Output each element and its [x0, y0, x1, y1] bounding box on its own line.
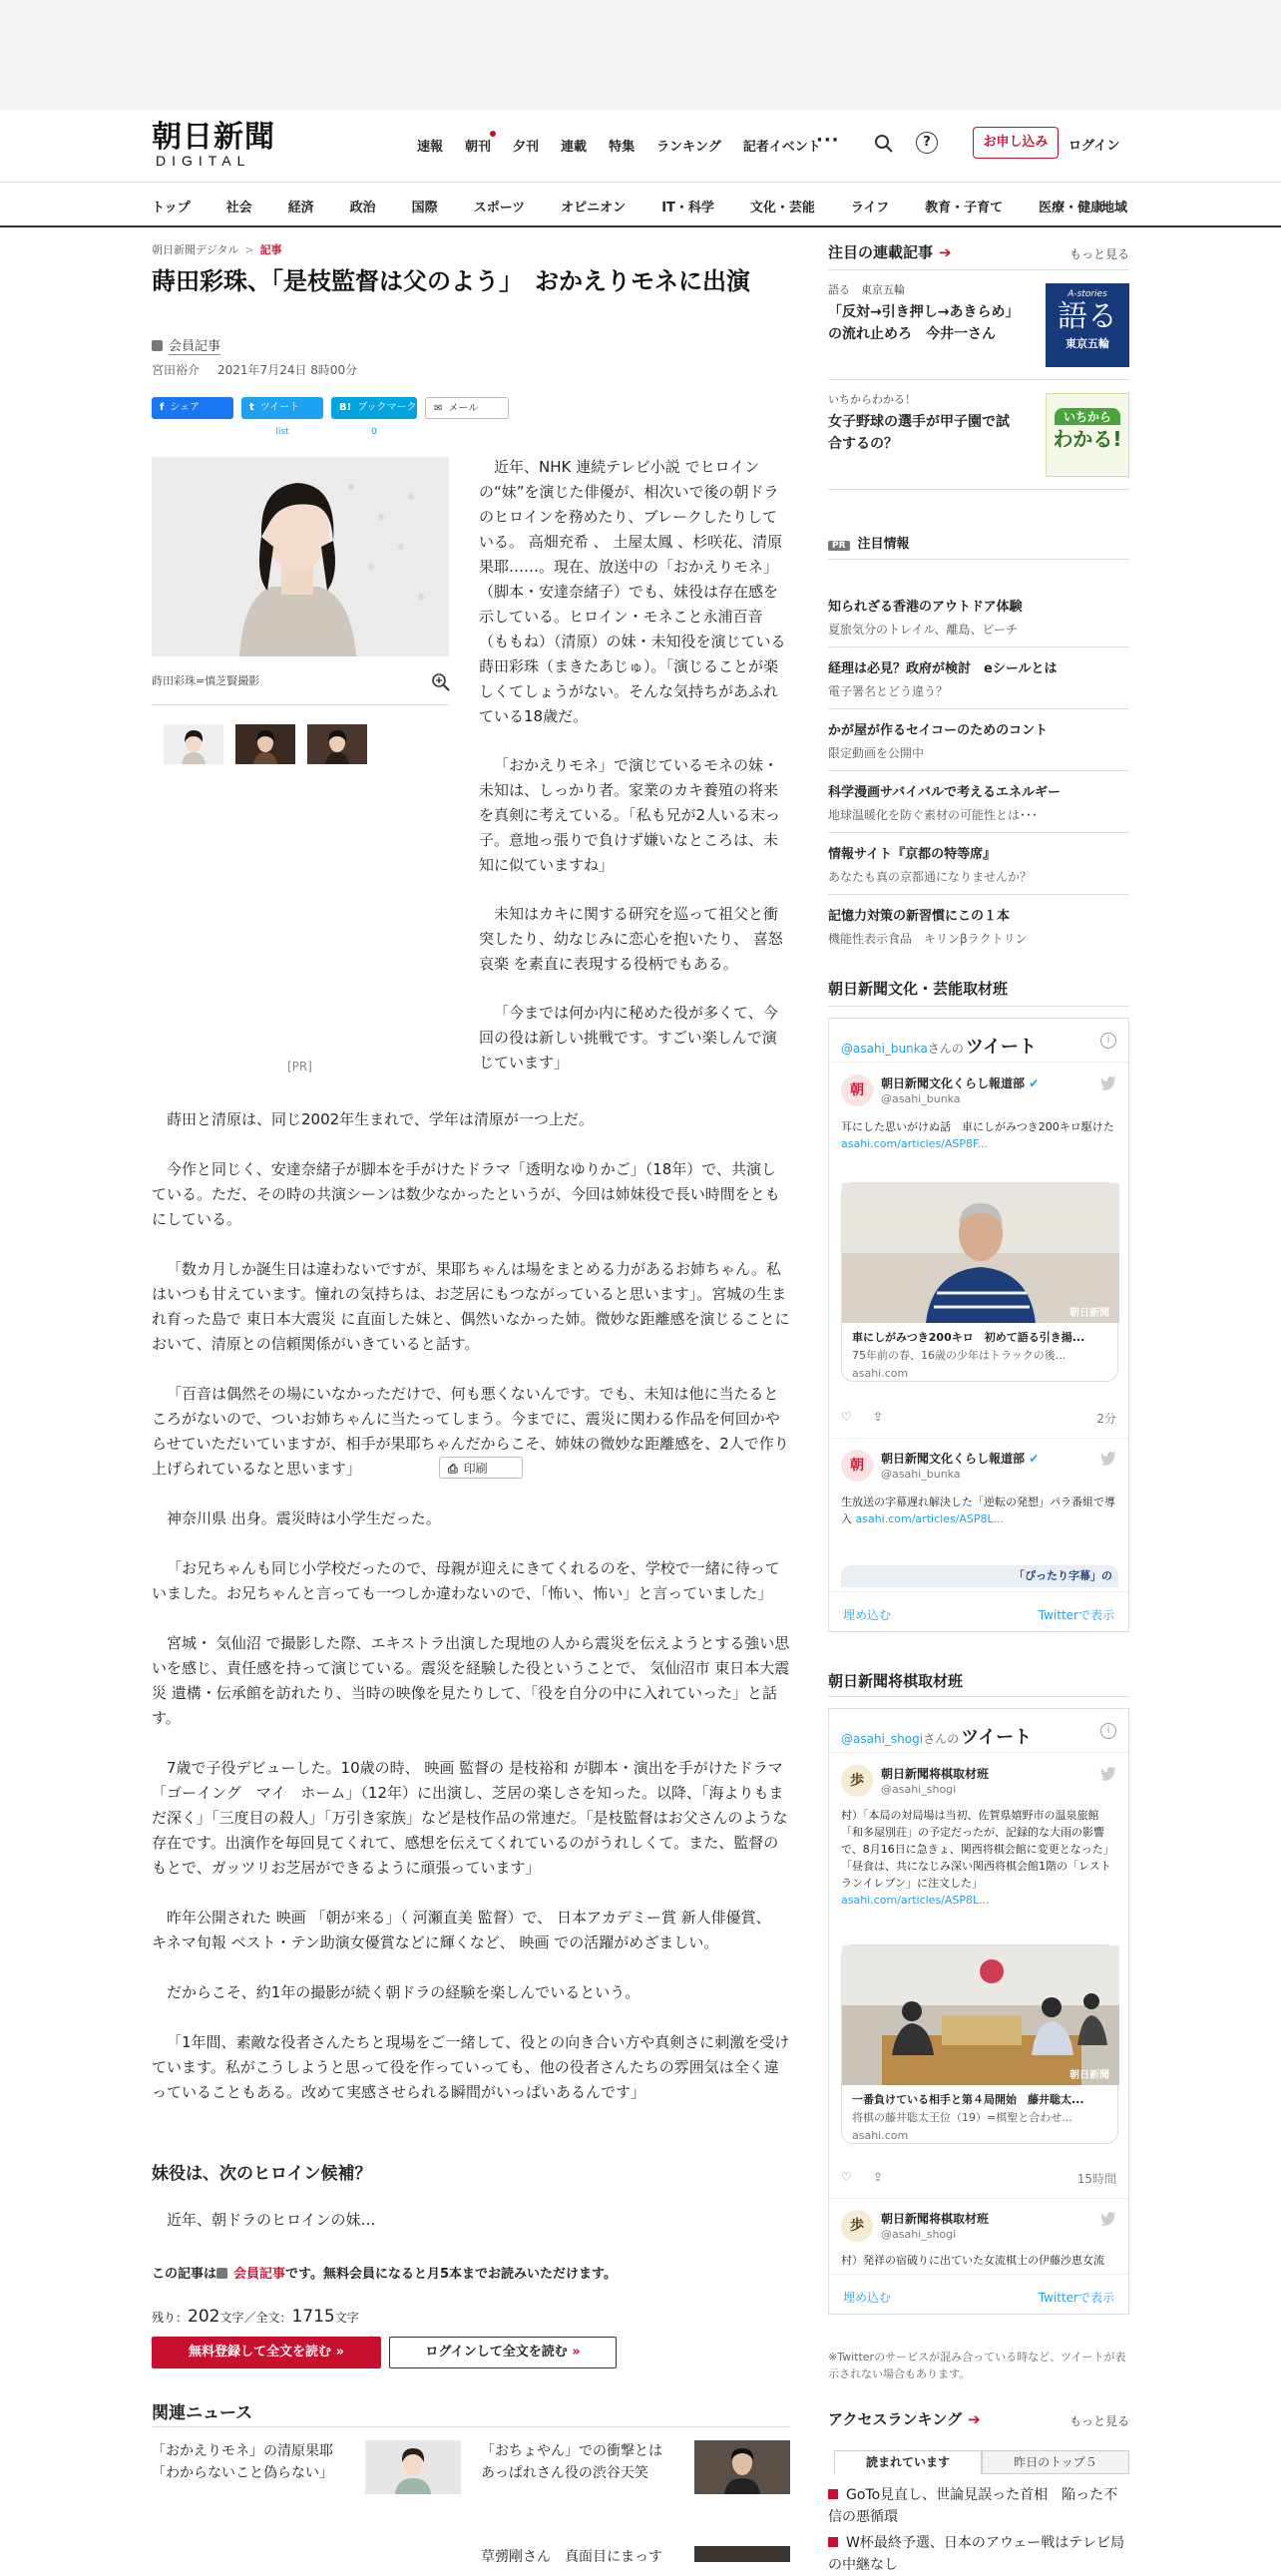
- count-post: 文字: [334, 2311, 359, 2325]
- timeline-footer: [829, 2274, 1128, 2314]
- divider: [828, 770, 1129, 771]
- print-icon: ⎙: [448, 1462, 458, 1476]
- login-read-label: ログインして全文を読む: [425, 2345, 568, 2360]
- twitter-bird-icon[interactable]: [1100, 1452, 1116, 1466]
- tweet-card[interactable]: [841, 1944, 1118, 2144]
- pr-item-title: 記憶力対策の新習慣にこの１本: [828, 909, 1011, 924]
- login-link[interactable]: ログイン: [1068, 139, 1120, 154]
- tab-most-read[interactable]: 読まれています: [834, 2450, 982, 2474]
- card-source: asahi.com: [852, 1367, 909, 1380]
- serial-item[interactable]: [828, 281, 1018, 345]
- twitter-bird-icon[interactable]: [1100, 1767, 1116, 1781]
- related-thumb[interactable]: [694, 2546, 790, 2562]
- cat-politics[interactable]: 政治: [349, 201, 376, 215]
- twitter-share-label: ツイート: [259, 402, 300, 413]
- login-read-button[interactable]: [389, 2337, 617, 2368]
- count-remaining: 202: [188, 2307, 220, 2327]
- divider: [828, 832, 1129, 833]
- avatar[interactable]: 朝: [841, 1074, 873, 1106]
- card-desc: 75年前の春、16歳の少年はトラックの後...: [852, 1349, 1067, 1362]
- card-logo: 朝日新聞: [1069, 2070, 1109, 2081]
- divider: [828, 646, 1129, 647]
- cat-health[interactable]: 医療・健康: [1039, 201, 1104, 215]
- divider: [828, 379, 1129, 380]
- cat-culture[interactable]: 文化・芸能: [749, 201, 815, 215]
- divider: [829, 2198, 1128, 2199]
- timeline-tweet-label: ツイート: [961, 1727, 1033, 1748]
- divider: [828, 269, 1129, 270]
- article-paragraph: 今作と同じく、安達奈緒子が脚本を手がけたドラマ「透明なゆりかご」（18年）で、共演している。ただ、その時の共演シーンは数少なかったというが、今回は姉妹役で長い時間をともにしている。: [152, 1160, 780, 1228]
- tab-yesterday-top5[interactable]: 昨日のトップ５: [982, 2450, 1129, 2474]
- logo-main-text: 朝日新聞: [152, 120, 275, 155]
- print-label: 印刷: [463, 1462, 488, 1476]
- hatena-label: ブックマーク: [357, 402, 417, 413]
- register-read-button[interactable]: [152, 2337, 381, 2368]
- serial-title[interactable]: [828, 243, 952, 261]
- account-name[interactable]: [881, 1074, 1039, 1091]
- cat-life[interactable]: ライフ: [850, 201, 890, 215]
- search-icon[interactable]: [874, 134, 894, 154]
- notice-post: です。無料会員になると月5本までお読みいただけます。: [285, 2267, 617, 2282]
- article-title: 蒔田彩珠、「是枝監督は父のよう」 おかえりモネに出演: [152, 267, 750, 295]
- timeline-san: さんの: [927, 1042, 964, 1056]
- nav-rensai[interactable]: 連載: [561, 140, 588, 155]
- help-icon[interactable]: ?: [916, 132, 938, 154]
- account-name[interactable]: [881, 1450, 1039, 1467]
- avatar[interactable]: 歩: [841, 1765, 873, 1797]
- notice-member-link[interactable]: 会員記事: [233, 2267, 286, 2282]
- article-paragraph: 近年、NHK 連続テレビ小説 でヒロインの“妹”を演じた俳優が、相次いで後の朝ドラのヒロインを務めたり、ブレークしたりしている。 高畑充希 、 土屋太鳳 、杉咲花、清原果耶……。現在、放送中の「おかえりモネ」（脚本・安達奈緒子）でも、妹役は存在感を示している。ヒロイン・モネこと永浦百音（ももね）（清原）の妹・未知役を演じている蒔田彩珠（まきたあじゅ）。「演じることが楽しくてしょうがない。そんな気持ちがあふれている18歳だ。: [479, 458, 786, 725]
- pr-item-title: 知られざる香港のアウトドア体験: [828, 600, 1023, 615]
- char-count: [152, 2307, 359, 2327]
- twitter-count[interactable]: list: [275, 427, 289, 437]
- site-logo[interactable]: [152, 122, 281, 170]
- pr-item-title: 科学漫画サバイバルで考えるエネルギー: [828, 785, 1061, 800]
- tweet-link[interactable]: asahi.com/articles/ASP8L...: [855, 1512, 1005, 1525]
- cat-it-science[interactable]: IT・科学: [661, 201, 714, 215]
- article-paragraph: 7歳で子役デビューした。10歳の時、 映画 監督の 是枝裕和 が脚本・演出を手がけたドラマ「ゴーイング マイ ホーム」（12年）に出演し、芝居の楽しさを知った。以降、「海よりもまだ深く」「三度目の殺人」「万引き家族」など是枝作品の常連だ。「是枝監督はお父さんのような存在です。出演作を毎回見てくれて、感想を伝えてくれているのがうれしくて。また、監督のもとで、ガッツリお芝居ができるように頑張っています」: [152, 1759, 788, 1877]
- divider: [828, 1006, 1129, 1007]
- ranking-tabs: [828, 2450, 1129, 2474]
- breadcrumb-sep: >: [244, 243, 254, 256]
- count-mid: 文字／全文：: [219, 2311, 292, 2325]
- nav-sokuho[interactable]: 速報: [417, 140, 444, 155]
- card-source: asahi.com: [852, 2129, 909, 2142]
- article-paragraph: 宮城・ 気仙沼 で撮影した際、エキストラ出演した現地の人から震災を伝えようとする強い思いを感じ、責任感を持って演じている。震災を経験した役ということで、 気仙沼市 東日本大震災 遺構・伝承館を訪れたり、当時の映像を見たりして、「役を自分の中に入れていった」と話す。: [152, 1634, 790, 1727]
- related-item[interactable]: 「おちょやん」での衝撃とは あっぱれさん役の渋谷天笑: [481, 2443, 676, 2481]
- related-thumb[interactable]: [694, 2440, 790, 2494]
- tweet-text: [841, 1118, 1118, 1152]
- share-icon[interactable]: ⇪: [873, 1410, 884, 1424]
- nav-choukan-label: 朝刊: [465, 140, 492, 155]
- rank-marker-icon: [828, 2537, 838, 2547]
- pr-item[interactable]: [828, 782, 1129, 823]
- avatar[interactable]: 歩: [841, 2210, 873, 2242]
- tweet-time[interactable]: 2分: [1096, 1412, 1116, 1426]
- account-name-text: 朝日新聞文化くらし報道部: [881, 1452, 1026, 1466]
- lock-icon: [152, 340, 163, 351]
- tweet-text: 村）発祥の宿破りに出ていた女流棋士の伊藤沙恵女流: [841, 2254, 1104, 2267]
- cat-international[interactable]: 国際: [411, 201, 438, 215]
- related-divider: [152, 2426, 790, 2427]
- cat-society[interactable]: 社会: [225, 201, 252, 215]
- top-ad-band: [0, 0, 1281, 110]
- like-icon[interactable]: ♡: [841, 1410, 852, 1424]
- account-handle[interactable]: @asahi_shogi: [881, 2228, 957, 2241]
- site-header: [0, 110, 1281, 182]
- thumb-sub: わかる!: [1053, 427, 1122, 451]
- hatena-bookmark-button[interactable]: [331, 397, 417, 437]
- header-nav: [417, 136, 843, 155]
- thumb-sub: 東京五輪: [1066, 337, 1109, 350]
- tweet-body: 村）「本局の対局場は当初、佐賀県嬉野市の温泉旅館「和多屋別荘」の予定だったが、記録的な大雨の影響で、8月16日に急きょ、関西将棋会館に変更となった」「昼食は、共になじみ深い関西将棋会館1階の「レストランイレブン」に注文した」: [841, 1809, 1114, 1890]
- photo-caption: 蒔田彩珠=慎芝賢撮影: [152, 674, 260, 687]
- pr-item[interactable]: [828, 906, 1129, 947]
- verified-icon: ✔: [1029, 1076, 1040, 1090]
- related-item[interactable]: 「おかえりモネ」の清原果耶「わからないこと偽らない」: [152, 2443, 333, 2481]
- view-on-twitter-link[interactable]: Twitterで表示: [1038, 1608, 1114, 1622]
- facebook-share-button[interactable]: [152, 397, 233, 419]
- ranking-item-text: W杯最終予選、日本のアウェー戦はテレビ局の中継なし: [828, 2535, 1125, 2573]
- hatena-icon: B!: [339, 402, 352, 413]
- cat-sports[interactable]: スポーツ: [473, 201, 526, 215]
- tweet-card-image: [842, 1945, 1117, 2085]
- tweet-link[interactable]: asahi.com/articles/ASP8L...: [841, 1894, 990, 1907]
- nav-yukan[interactable]: 夕刊: [513, 140, 540, 155]
- timeline-header: [829, 1019, 1128, 1063]
- card-desc: 将棋の藤井聡太王位（19）=棋聖と合わせ...: [852, 2111, 1072, 2124]
- article-paragraph: 「1年間、素敵な役者さんたちと現場をご一緒して、役との向き合い方や真剣さに刺激を受けています。私がこうしようと思って役を作っていっても、他の役者さんたちの雰囲気は全く違っていることもある。改めて実感させられる瞬間がいっぱいあるんです」: [152, 2033, 790, 2101]
- pr-item-sub: 電子署名とどう違う？: [828, 684, 949, 698]
- nav-choukan[interactable]: [465, 136, 491, 155]
- verified-icon: ✔: [1029, 1452, 1040, 1466]
- mail-share-button[interactable]: [425, 397, 509, 419]
- register-label: 無料登録して全文を読む: [189, 2345, 332, 2360]
- subscribe-button[interactable]: お申し込み: [973, 127, 1059, 159]
- section-heading: 妹役は、次のヒロイン候補？: [152, 2164, 372, 2184]
- divider: [828, 708, 1129, 709]
- nav-events[interactable]: 記者イベント: [742, 140, 821, 155]
- ranking-title-text: アクセスランキング: [828, 2410, 963, 2428]
- pr-item-title: 経理は必見？政府が検討 eシールとは: [828, 661, 1058, 676]
- embed-link[interactable]: 埋め込む: [843, 2291, 892, 2305]
- account-handle[interactable]: @asahi_bunka: [881, 1468, 961, 1481]
- facebook-icon: f: [160, 402, 165, 413]
- ranking-item-text: GoTo見直し、世論見誤った首相 陥った不信の悪循環: [828, 2487, 1118, 2525]
- member-label[interactable]: 会員記事: [169, 339, 221, 354]
- article-paragraph: 「お兄ちゃんも同じ小学校だったので、母親が迎えにきてくれるのを、学校で一緒に待っていました。お兄ちゃんと言っても一つしか違わないので、「怖い、怖い」と言っていました」: [152, 1559, 780, 1602]
- nav-tokushu[interactable]: 特集: [609, 140, 636, 155]
- lock-icon: [216, 2268, 227, 2279]
- serial-title-text: 注目の連載記事: [828, 243, 934, 261]
- pr-item-sub: 地球温暖化を防ぐ素材の可能性とは･･･: [828, 808, 1039, 822]
- pr-item-sub: 機能性表示食品 キリンβラクトリン: [828, 932, 1028, 946]
- related-thumb[interactable]: [365, 2440, 461, 2494]
- pr-item[interactable]: [828, 658, 1129, 699]
- article-paragraph: 「数カ月しか誕生日は違わないですが、果耶ちゃんは場をまとめる力があるお姉ちゃん。私はいつも甘えています。憧れの気持ちは、お芝居にもつながっていると思います」。宮城の生まれ育った島で 東日本大震災 に直面した妹と、偶然いなかった姉。微妙な距離感を演じることにおいて、清原との信頼関係がいきていると話す。: [152, 1260, 790, 1353]
- mail-label: メール: [448, 403, 479, 414]
- share-icon[interactable]: ⇪: [873, 2170, 884, 2184]
- account-handle[interactable]: @asahi_bunka: [881, 1092, 961, 1105]
- cat-education[interactable]: 教育・子育て: [925, 201, 1004, 215]
- timeline-header: [829, 1709, 1128, 1753]
- article-paragraph: 「百音は偶然その場にいなかっただけで、何も悪くないんです。でも、未知は他に当たるところがないので、ついお姉ちゃんに当たってしまう。今までに、震災に関わる作品を何回かやらせていただいていますが、相手が果耶ちゃんだからこそ、姉妹の微妙な距離感を、2人で作り上げられているなと思います」: [152, 1385, 789, 1478]
- photo-thumb[interactable]: [307, 724, 367, 764]
- tweet-card-preview-label: 「ぴったり字幕」の: [1014, 1569, 1112, 1582]
- more-menu-icon[interactable]: ···: [816, 130, 840, 151]
- divider: [828, 489, 1129, 490]
- pr-item[interactable]: [828, 844, 1129, 885]
- double-chevron-icon: »: [335, 2345, 344, 2360]
- article-paragraph: 「今までは何か内に秘めた役が多くて、今回の役は新しい挑戦です。すごい楽しんで演じています」: [479, 1004, 778, 1072]
- pr-item-title: 情報サイト『京都の特等席』: [828, 847, 997, 862]
- timeline-handle[interactable]: @asahi_bunka: [841, 1042, 928, 1056]
- related-news-heading: 関連ニュース: [152, 2403, 253, 2423]
- card-title: 一番負けている相手と第４局開始 藤井聡太...: [852, 2093, 1084, 2106]
- photo-thumbnails: [164, 724, 367, 764]
- cat-opinion[interactable]: オピニオン: [561, 201, 627, 215]
- serial-header: [828, 241, 1129, 262]
- timeline-tweet-label: ツイート: [965, 1037, 1037, 1058]
- article-paragraph: だからこそ、約1年の撮影が続く朝ドラの経験を楽しんでいるという。: [167, 1983, 640, 2001]
- ranking-title[interactable]: [828, 2410, 981, 2428]
- pr-item-sub: 限定動画を公開中: [828, 746, 925, 760]
- divider: [829, 1438, 1128, 1439]
- member-badge: [152, 335, 220, 354]
- photo-thumb[interactable]: [235, 724, 295, 764]
- logo-sub-text: DIGITAL: [156, 153, 251, 169]
- paywall-teaser: 近年、朝ドラのヒロインの妹…: [167, 2211, 376, 2229]
- article-body-side: [479, 455, 790, 1099]
- ranking-item[interactable]: [828, 2484, 1129, 2528]
- serial-thumb-ichikara[interactable]: [1046, 393, 1129, 477]
- tweet-body: 生放送の字幕遅れ解決した「逆転の発想」パラ番組で導入: [841, 1496, 1115, 1525]
- rank-marker-icon: [828, 2489, 838, 2499]
- byline: [152, 361, 357, 378]
- twitter-bird-icon[interactable]: [1100, 2212, 1116, 2226]
- timeline-footer: [829, 1591, 1128, 1631]
- caption-divider: [152, 704, 449, 705]
- count-total: 1715: [291, 2307, 335, 2327]
- arrow-right-icon: ➔: [968, 2410, 981, 2428]
- notice-pre: この記事は: [152, 2267, 217, 2282]
- tweet-body: 耳にした思いがけぬ話 車にしがみつき200キロ駆けた: [841, 1120, 1114, 1133]
- pr-title: 注目情報: [857, 537, 910, 552]
- serial-thumb-katoru[interactable]: [1046, 283, 1129, 367]
- publish-date: 2021年7月24日 8時00分: [217, 363, 358, 377]
- shogi-title: 朝日新聞将棋取材班: [828, 1672, 964, 1690]
- serial-headline: 女子野球の選手が甲子園で試合するの？: [828, 414, 1010, 452]
- nav-ranking[interactable]: ランキング: [656, 140, 721, 155]
- tweet-card[interactable]: [841, 1182, 1118, 1382]
- info-icon[interactable]: i: [1100, 1033, 1116, 1049]
- serial-tag: 語る 東京五輪: [828, 283, 905, 296]
- tweet-card-preview[interactable]: [841, 1565, 1118, 1587]
- breadcrumb: [152, 241, 282, 257]
- category-nav: [0, 182, 1281, 227]
- view-on-twitter-link[interactable]: Twitterで表示: [1038, 2291, 1114, 2305]
- pr-item-title: かが屋が作るセイコーのためのコント: [828, 723, 1049, 738]
- serial-more-link[interactable]: もっと見る: [1068, 247, 1129, 261]
- account-name[interactable]: 朝日新聞将棋取材班: [881, 2212, 990, 2226]
- photo-thumb[interactable]: [164, 724, 223, 764]
- bunka-heading: [828, 978, 1129, 999]
- twitter-share-button[interactable]: [241, 397, 323, 437]
- divider: [828, 559, 1129, 560]
- mail-icon: ✉: [434, 403, 443, 414]
- author: 宮田裕介: [152, 363, 201, 377]
- pr-label: [PR]: [287, 1060, 312, 1073]
- double-chevron-icon: »: [572, 2345, 581, 2360]
- account-handle[interactable]: @asahi_shogi: [881, 1783, 957, 1796]
- pr-badge: PR: [828, 541, 850, 551]
- timeline-san: さんの: [923, 1732, 960, 1746]
- divider: [828, 894, 1129, 895]
- cat-top[interactable]: トップ: [152, 201, 191, 215]
- pr-header: [828, 533, 1129, 552]
- breadcrumb-current[interactable]: 記事: [259, 243, 282, 256]
- like-icon[interactable]: ♡: [841, 2170, 852, 2184]
- article-paragraph: 「おかえりモネ」で演じているモネの妹・未知は、しっかり者。家業のカキ養殖の将来を真剣に考えている。「私も兄が2人いる末っ子。意地っ張りで負けず嫌いなところは、未知に似ていますね」: [479, 756, 781, 874]
- hatena-count[interactable]: 0: [371, 427, 377, 437]
- avatar[interactable]: 朝: [841, 1450, 873, 1482]
- article-paragraph: 神奈川県 出身。震災時は小学生だった。: [167, 1509, 441, 1527]
- zoom-icon[interactable]: [431, 672, 451, 692]
- serial-headline: 「反対→引き押し→あきらめ」の流れ止めろ 今井一さん: [828, 304, 1013, 342]
- article-photo[interactable]: [152, 457, 449, 656]
- card-logo: 朝日新聞: [1069, 1308, 1109, 1319]
- twitter-timeline-bunka: [828, 1018, 1129, 1632]
- ranking-header: [828, 2408, 1129, 2429]
- info-icon[interactable]: i: [1100, 1723, 1116, 1739]
- cat-region[interactable]: 地域: [1101, 201, 1128, 215]
- pr-item[interactable]: [828, 597, 1129, 638]
- article-body: [152, 1107, 790, 2130]
- thumb-top: A-stories: [1068, 289, 1107, 299]
- ranking-item[interactable]: [828, 2532, 1129, 2573]
- thumb-main: いちから: [1055, 408, 1120, 425]
- facebook-share-label: シェア: [170, 402, 201, 413]
- tweet-card-image: [842, 1183, 1117, 1323]
- serial-item[interactable]: [828, 391, 1018, 455]
- bunka-title: 朝日新聞文化・芸能取材班: [828, 980, 1009, 998]
- tweet-text: [841, 1494, 1118, 1527]
- tweet-link[interactable]: asahi.com/articles/ASP8F...: [841, 1137, 989, 1150]
- article-paragraph: 蒔田と清原は、同じ2002年生まれで、学年は清原が一つ上だ。: [167, 1110, 594, 1128]
- related-item[interactable]: 草彅剛さん 真面目にまっす: [481, 2549, 662, 2565]
- pr-item-sub: 夏旅気分のトレイル、離島、ビーチ: [828, 623, 1018, 637]
- card-title: 車にしがみつき200キロ 初めて語る引き揚...: [852, 1331, 1085, 1344]
- embed-link[interactable]: 埋め込む: [843, 1608, 892, 1622]
- cat-economy[interactable]: 経済: [287, 201, 314, 215]
- shogi-heading: [828, 1670, 1129, 1691]
- thumb-main: 語る: [1058, 299, 1117, 334]
- article-paragraph: 未知はカキに関する研究を巡って祖父と衝突したり、幼なじみに恋心を抱いたり、 喜怒哀楽 を素直に表現する役柄でもある。: [479, 905, 783, 973]
- twitter-timeline-shogi: [828, 1708, 1129, 2315]
- account-name-text: 朝日新聞文化くらし報道部: [881, 1076, 1026, 1090]
- ranking-more-link[interactable]: もっと見る: [1068, 2414, 1129, 2428]
- tweet-text: [841, 1807, 1118, 1909]
- breadcrumb-root[interactable]: 朝日新聞デジタル: [152, 243, 239, 256]
- account-name[interactable]: 朝日新聞将棋取材班: [881, 1767, 990, 1781]
- count-pre: 残り：: [152, 2311, 189, 2325]
- twitter-icon: t: [249, 402, 254, 413]
- serial-tag: いちからわかる！: [828, 393, 916, 406]
- arrow-right-icon: ➔: [939, 243, 952, 261]
- twitter-note: ※Twitterのサービスが混み合っている時など、ツイートが表示されない場合もあります。: [828, 2351, 1126, 2380]
- timeline-handle[interactable]: @asahi_shogi: [841, 1732, 924, 1746]
- paywall-notice: [152, 2263, 617, 2282]
- divider: [828, 1696, 1129, 1697]
- twitter-bird-icon[interactable]: [1100, 1076, 1116, 1090]
- pr-item-sub: あなたも真の京都通になりませんか？: [828, 870, 1033, 884]
- new-dot-icon: [490, 131, 496, 137]
- article-paragraph: 昨年公開された 映画 「朝が来る」（ 河瀬直美 監督）で、 日本アカデミー賞 新人俳優賞、 キネマ旬報 ベスト・テン助演女優賞などに輝くなど、 映画 での活躍がめざましい。: [152, 1909, 771, 1951]
- pr-item[interactable]: [828, 720, 1129, 761]
- tweet-time[interactable]: 15時間: [1076, 2172, 1116, 2186]
